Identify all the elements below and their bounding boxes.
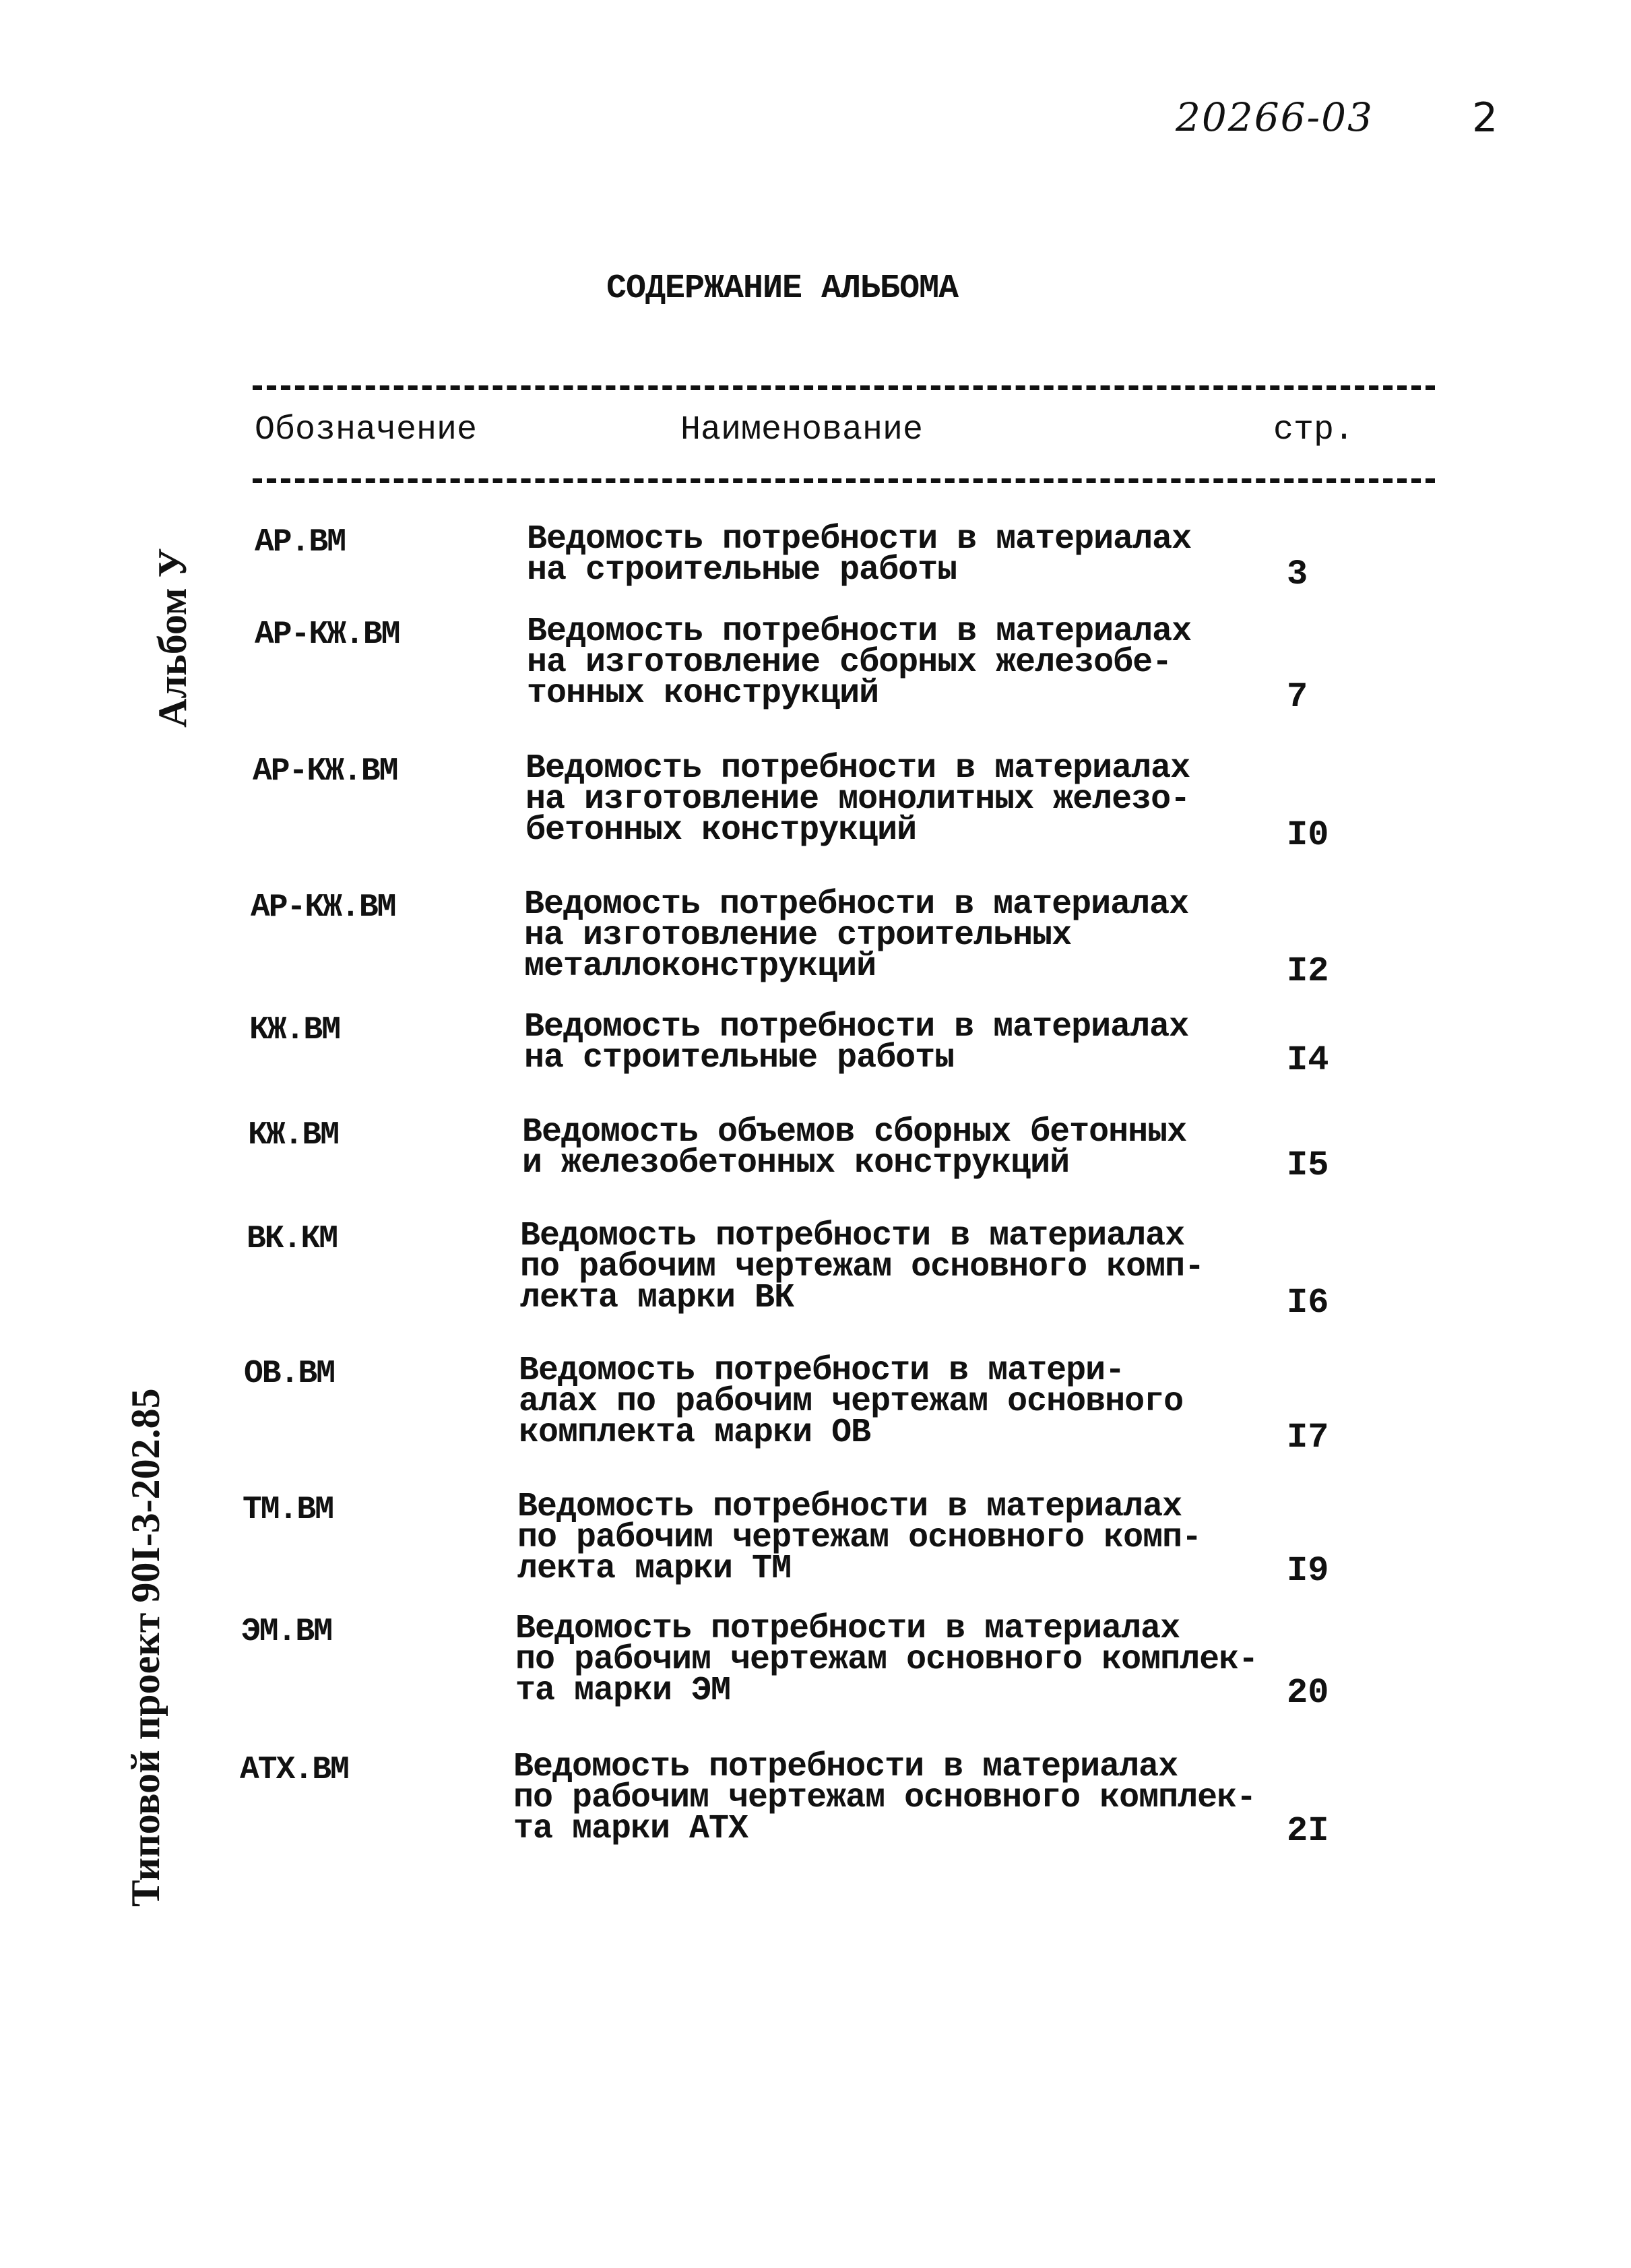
entry-page: I7: [1287, 1418, 1329, 1457]
column-header-page: стр.: [1273, 411, 1355, 449]
entry-page: I0: [1287, 815, 1329, 855]
column-header-name: Наименование: [680, 411, 924, 449]
entry-page: 20: [1287, 1673, 1329, 1713]
entry-code: АТХ.ВМ: [240, 1752, 348, 1788]
entry-page: I5: [1287, 1145, 1329, 1185]
entry-code: ТМ.ВМ: [243, 1492, 333, 1528]
entry-name: Ведомость потребности в материалах на строительные работы: [527, 520, 1192, 590]
entry-code: АР-КЖ.ВМ: [253, 753, 397, 790]
entry-code: КЖ.ВМ: [248, 1117, 339, 1154]
entry-name: Ведомость потребности в материалах на изготовление монолитных железо- бетонных конструкций: [525, 749, 1190, 850]
project-side-label: Типовой проект 90I-3-202.85: [123, 1388, 168, 1907]
entry-page: I9: [1287, 1551, 1329, 1591]
entry-name: Ведомость потребности в материалах по рабочим чертежам основного комплек- та марки ЭМ: [515, 1610, 1258, 1710]
entry-page: 7: [1287, 677, 1308, 717]
entry-code: АР-КЖ.ВМ: [251, 889, 395, 926]
document-code: 20266-03: [1176, 94, 1374, 140]
album-side-label: Альбом У: [150, 548, 195, 728]
entry-code: АР-КЖ.ВМ: [255, 617, 399, 653]
entry-page: I6: [1287, 1283, 1329, 1323]
entry-name: Ведомость потребности в материалах по рабочим чертежам основного комп- лекта марки ВК: [520, 1217, 1205, 1317]
entry-name: Ведомость потребности в материалах по рабочим чертежам основного комп- лекта марки ТМ: [517, 1488, 1202, 1588]
entry-name: Ведомость потребности в материалах на строительные работы: [524, 1008, 1189, 1077]
entry-name: Ведомость потребности в материалах по рабочим чертежам основного комплек- та марки АТХ: [513, 1748, 1256, 1848]
entry-page: 2I: [1287, 1811, 1329, 1851]
entry-name: Ведомость потребности в матери- алах по рабочим чертежам основного комплекта марки ОВ: [519, 1352, 1184, 1452]
column-header-designation: Обозначение: [255, 411, 478, 449]
header-bottom-rule: [253, 478, 1435, 483]
entry-code: КЖ.ВМ: [249, 1012, 340, 1048]
entry-page: 3: [1287, 555, 1308, 594]
entry-code: ЭМ.ВМ: [241, 1614, 332, 1650]
entry-code: ВК.КМ: [247, 1221, 338, 1257]
page-title: СОДЕРЖАНИЕ АЛЬБОМА: [606, 270, 959, 308]
header-top-rule: [253, 385, 1435, 390]
entry-name: Ведомость потребности в материалах на изготовление сборных железобе- тонных конструкций: [527, 612, 1192, 713]
entry-name: Ведомость объемов сборных бетонных и железобетонных конструкций: [522, 1113, 1187, 1183]
entry-name: Ведомость потребности в материалах на изготовление строительных металлоконструкций: [524, 885, 1189, 986]
entry-code: ОВ.ВМ: [244, 1356, 335, 1392]
page-number: 2: [1472, 94, 1498, 141]
entry-code: АР.ВМ: [255, 524, 346, 561]
entry-page: I4: [1287, 1040, 1329, 1080]
entry-page: I2: [1287, 951, 1329, 991]
